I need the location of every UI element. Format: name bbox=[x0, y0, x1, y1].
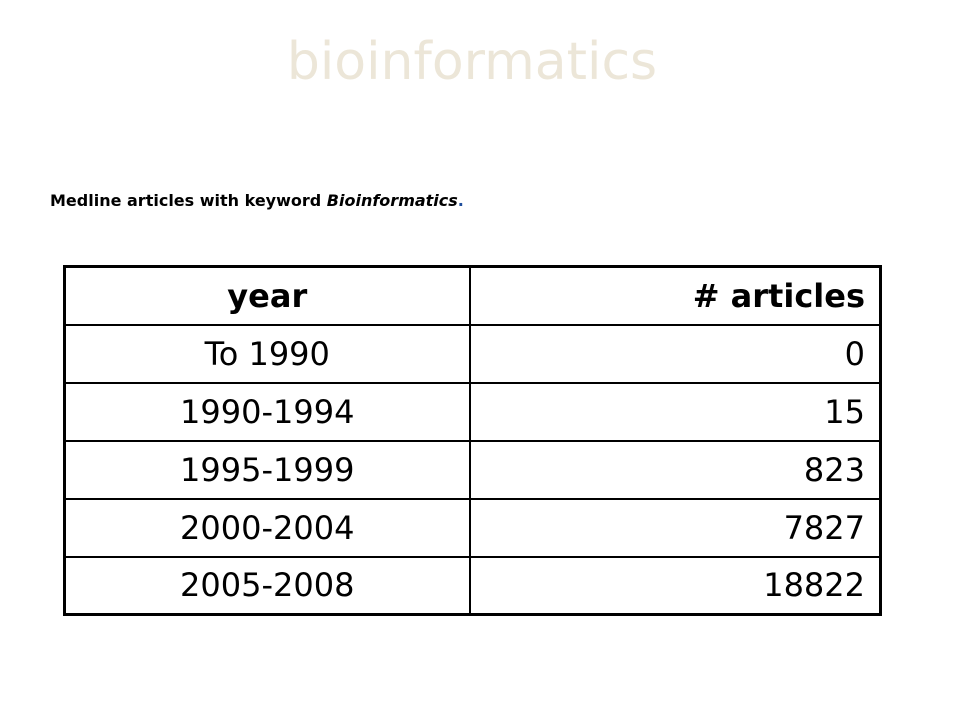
cell-articles: 18822 bbox=[470, 557, 881, 615]
caption-suffix: . bbox=[457, 191, 464, 210]
cell-year: 1995-1999 bbox=[65, 441, 470, 499]
cell-year: 2000-2004 bbox=[65, 499, 470, 557]
table-header-row bbox=[65, 267, 881, 325]
slide-title: bioinformatics bbox=[286, 32, 658, 92]
articles-table bbox=[63, 265, 882, 616]
caption-keyword: Bioinformatics bbox=[326, 191, 458, 210]
cell-articles: 7827 bbox=[470, 499, 881, 557]
cell-year: 1990-1994 bbox=[65, 383, 470, 441]
cell-year: 2005-2008 bbox=[65, 557, 470, 615]
table-row bbox=[65, 499, 881, 557]
cell-articles: 823 bbox=[470, 441, 881, 499]
table-row bbox=[65, 383, 881, 441]
cell-articles: 15 bbox=[470, 383, 881, 441]
table-row bbox=[65, 441, 881, 499]
table-row bbox=[65, 557, 881, 615]
header-year: year bbox=[65, 267, 470, 325]
cell-articles: 0 bbox=[470, 325, 881, 383]
table-caption bbox=[50, 190, 464, 212]
caption-prefix: Medline articles with keyword bbox=[50, 191, 327, 210]
header-articles: # articles bbox=[470, 267, 881, 325]
table-row bbox=[65, 325, 881, 383]
cell-year: To 1990 bbox=[65, 325, 470, 383]
